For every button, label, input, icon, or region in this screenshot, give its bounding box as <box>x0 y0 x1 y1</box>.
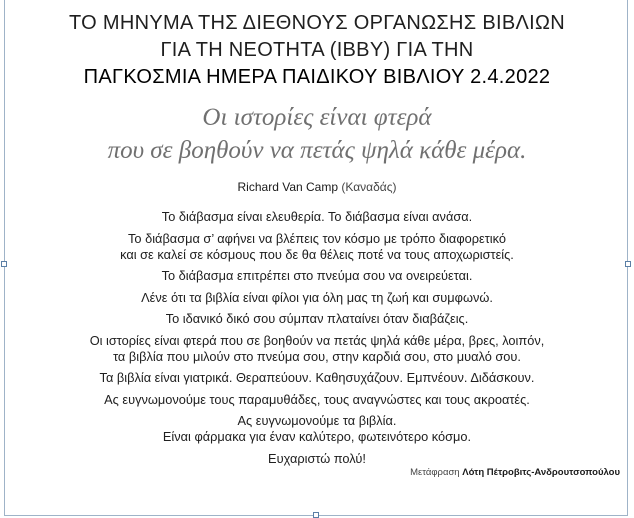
paragraph <box>12 333 622 365</box>
paragraph-line: Το διάβασμα σ’ αφήνει να βλέπεις τον κόσμο με τρόπο διαφορετικό <box>128 230 506 246</box>
document-content <box>12 0 622 472</box>
translation-credit <box>410 467 620 478</box>
paragraph-line: Το διάβασμα επιτρέπει στο πνεύμα σου να ονειρεύεται. <box>161 268 473 283</box>
header-line-3: ΠΑΓΚΟΣΜΙΑ ΗΜΕΡΑ ΠΑΙΔΙΚΟΥ ΒΙΒΛΙΟΥ 2.4.2022 <box>83 66 551 88</box>
subtitle-line-1: Οι ιστορίες είναι φτερά <box>202 104 432 131</box>
paragraph-line: Λένε ότι τα βιβλία είναι φίλοι για όλη μας τη ζωή και συμφωνώ. <box>141 289 493 305</box>
author-country: (Καναδάς) <box>341 180 397 194</box>
header-line-1: ΤΟ ΜΗΝΥΜΑ ΤΗΣ ΔΙΕΘΝΟΥΣ ΟΡΓΑΝΩΣΗΣ ΒΙΒΛΙΩΝ <box>69 12 565 34</box>
paragraph-line: Οι ιστορίες είναι φτερά που σε βοηθούν να πετάς ψηλά κάθε μέρα, βρες, λοιπόν, <box>89 332 545 348</box>
header-line-2: ΓΙΑ ΤΗ ΝΕΟΤΗΤΑ (IBBY) ΓΙΑ ΤΗΝ <box>160 39 474 61</box>
paragraph <box>12 268 622 284</box>
translation-label: Μετάφραση <box>410 467 460 478</box>
paragraph-line: Ας ευγνωμονούμε τους παραμυθάδες, τους αναγνώστες και τους ακροατές. <box>104 391 530 407</box>
subtitle-line-2: που σε βοηθούν να πετάς ψηλά κάθε μέρα. <box>107 137 527 164</box>
document-header <box>12 10 622 91</box>
paragraph <box>12 451 622 467</box>
paragraph-line: Το ιδανικό δικό σου σύμπαν πλαταίνει όταν διαβάζεις. <box>165 311 469 326</box>
paragraph <box>12 231 622 263</box>
right-resize-handle[interactable] <box>625 261 631 267</box>
paragraph-line: τα βιβλία που μιλούν στο πνεύμα σου, στην καρδιά σου, στο μυαλό σου. <box>113 348 521 364</box>
paragraph <box>12 370 622 386</box>
paragraph-line: και σε καλεί σε κόσμους που δε θα θέλεις ποτέ να τους αποχωριστείς. <box>120 246 514 262</box>
paragraph <box>12 392 622 408</box>
paragraph-line: Ευχαριστώ πολύ! <box>268 450 366 466</box>
paragraph <box>12 413 622 445</box>
message-body <box>12 209 622 467</box>
paragraph-line: Τα βιβλία είναι γιατρικά. Θεραπεύουν. Καθησυχάζουν. Εμπνέουν. Διδάσκουν. <box>99 370 535 385</box>
translator-name: Λότη Πέτροβιτς-Ανδρουτσοπούλου <box>462 467 620 478</box>
author-name: Richard Van Camp <box>237 180 339 194</box>
paragraph <box>12 290 622 306</box>
paragraph-line: Ας ευγνωμονούμε τα βιβλία. <box>237 413 397 428</box>
subtitle-quote <box>12 101 622 167</box>
paragraph-line: Είναι φάρμακα για έναν καλύτερο, φωτεινότερο κόσμο. <box>162 429 472 444</box>
paragraph <box>12 311 622 327</box>
paragraph-line: Το διάβασμα είναι ελευθερία. Το διάβασμα είναι ανάσα. <box>161 209 473 224</box>
left-resize-handle[interactable] <box>1 261 7 267</box>
paragraph <box>12 209 622 225</box>
author-credit <box>12 179 622 195</box>
bottom-resize-handle[interactable] <box>313 512 319 518</box>
